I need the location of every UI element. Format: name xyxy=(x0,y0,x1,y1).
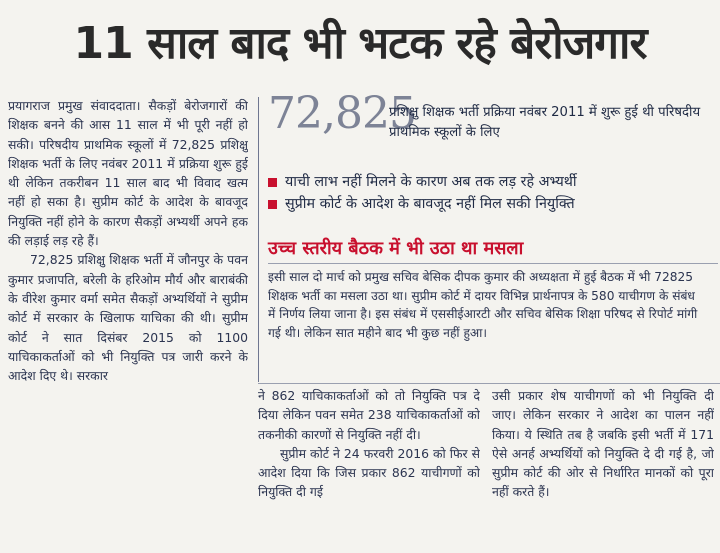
bullet-text: सुप्रीम कोर्ट के आदेश के बावजूद नहीं मिल सकी नियुक्ति xyxy=(285,196,575,212)
subsection-heading: उच्च स्तरीय बैठक में भी उठा था मसला xyxy=(268,238,524,259)
headline: 11 साल बाद भी भटक रहे बेरोजगार xyxy=(73,18,647,69)
subsection-rule xyxy=(268,263,718,264)
bullet-item xyxy=(268,193,718,215)
bullet-text: याची लाभ नहीं मिलने के कारण अब तक लड़ रहे अभ्यर्थी xyxy=(285,174,577,190)
highlight-number: 72,825 xyxy=(268,88,416,139)
section-divider xyxy=(258,383,720,384)
middle-paragraph-1: ने 862 याचिकाकर्ताओं को तो नियुक्ति पत्र दे दिया लेकिन पवन समेत 238 याचिकाकर्ताओं को तकनीकी कारणों से नियुक्ति नहीं दी। xyxy=(258,388,480,442)
subsection-text: इसी साल दो मार्च को प्रमुख सचिव बेसिक दीपक कुमार की अध्यक्षता में हुई बैठक में भी 72825 शिक्षक भर्ती का मसला उठा था। सुप्रीम कोर्ट में दायर विभिन्न प्रार्थनापत्र के 580 याचीगण के संबंध में निर्णय लिया जाना है। इस संबंध में एससीईआरटी और सचिव बेसिक शिक्षा परिषद से रिपोर्ट मांगी गई थी। लेकिन सात महीने बाद भी कुछ नहीं हुआ। xyxy=(268,270,698,340)
bullet-list xyxy=(268,171,718,215)
right-paragraph-1: उसी प्रकार शेष याचीगणों को भी नियुक्ति दी जाए। लेकिन सरकार ने आदेश का पालन नहीं किया। ये स्थिति तब है जबकि इसी भर्ती में 171 ऐसे अनर्ह अभ्यर्थियों को नियुक्ति दे दी गई है, जो सुप्रीम कोर्ट की ओर से निर्धारित मानकों को पूरा नहीं करते हैं। xyxy=(492,388,714,500)
highlight-description: प्रशिक्षु शिक्षक भर्ती प्रक्रिया नवंबर 2011 में शुरू हुई थी परिषदीय प्राथमिक स्कूलों के लिए xyxy=(389,105,701,140)
bullet-square-icon xyxy=(268,200,277,209)
left-paragraph-2: 72,825 प्रशिक्षु शिक्षक भर्ती में जौनपुर के पवन कुमार प्रजापति, बरेली के हरिओम मौर्य और बाराबंकी के वीरेश कुमार वर्मा समेत सैकड़ों अभ्यर्थियों ने सुप्रीम कोर्ट में सरकार के खिलाफ याचिका की थी। सुप्रीम कोर्ट ने सात दिसंबर 2015 को 1100 याचिकाकर्ताओं को भी नियुक्ति पत्र जारी करने के आदेश दिए थे। सरकार xyxy=(8,252,248,384)
left-paragraph-1: प्रयागराज प्रमुख संवाददाता। सैकड़ों बेरोजगारों की शिक्षक बनने की आस 11 साल में भी पूरी नहीं हो सकी। परिषदीय प्राथमिक स्कूलों में 72,825 प्रशिक्षु शिक्षक भर्ती के लिए नवंबर 2011 में प्रक्रिया शुरू हुई थी लेकिन तकरीबन 11 साल बाद भी विवाद खत्म नहीं हो सका है। सुप्रीम कोर्ट के आदेश के बावजूद नियुक्ति नहीं होने के कारण सैकड़ों अभ्यर्थी अपने हक की लड़ाई लड़ रहे हैं। xyxy=(8,98,248,249)
middle-paragraph-2: सुप्रीम कोर्ट ने 24 फरवरी 2016 को फिर से आदेश दिया कि जिस प्रकार 862 याचीगणों को नियुक्ति दी गई xyxy=(258,445,480,500)
column-divider xyxy=(258,97,259,382)
left-column xyxy=(8,96,248,548)
right-column xyxy=(492,386,714,548)
middle-column xyxy=(258,386,480,548)
bullet-square-icon xyxy=(268,178,277,187)
bullet-item xyxy=(268,171,718,193)
